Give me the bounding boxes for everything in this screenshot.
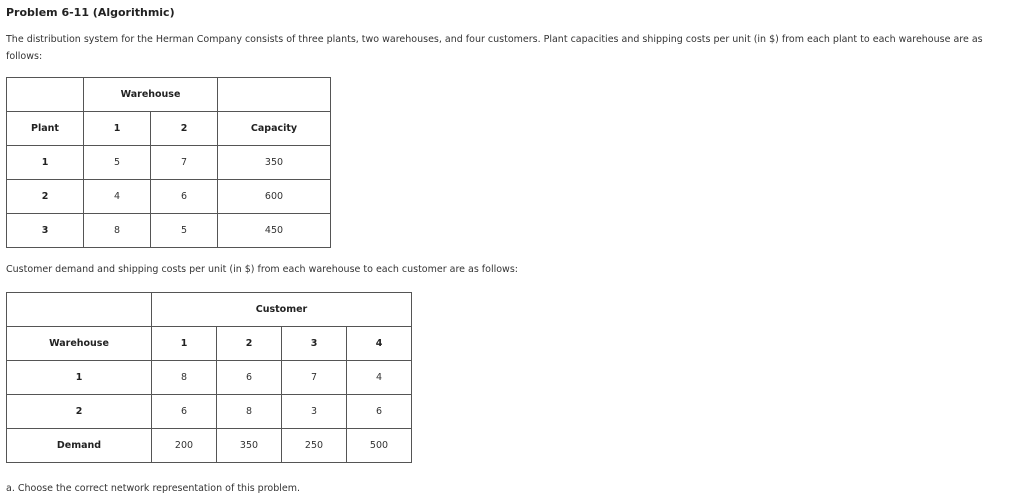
column-header-customer-1: 1 — [152, 327, 217, 361]
table-cell: 6 — [347, 395, 412, 429]
customer-group-header: Customer — [152, 293, 412, 327]
warehouse-customer-table — [6, 292, 412, 463]
table-group-header-row — [7, 78, 331, 112]
table-cell: 6 — [151, 180, 218, 214]
column-header-warehouse-1: 1 — [84, 112, 151, 146]
table-cell: 3 — [282, 395, 347, 429]
column-header-customer-4: 4 — [347, 327, 412, 361]
table-cell: 600 — [218, 180, 331, 214]
table-row — [7, 361, 412, 395]
table-cell-empty — [7, 78, 84, 112]
table-row — [7, 429, 412, 463]
intro-paragraph: The distribution system for the Herman Company consists of three plants, two warehouses, and four customers. Plant capacities and shipping costs per unit (in $) from each plant to each warehouse are as follows: — [6, 34, 983, 62]
warehouse-group-header: Warehouse — [84, 78, 218, 112]
row-label-plant: 1 — [7, 146, 84, 180]
column-header-capacity: Capacity — [218, 112, 331, 146]
table-cell: 6 — [217, 361, 282, 395]
row-label-plant: 2 — [7, 180, 84, 214]
customer-demand-paragraph: Customer demand and shipping costs per unit (in $) from each warehouse to each customer are as follows: — [6, 264, 518, 275]
table-cell: 450 — [218, 214, 331, 248]
table-cell-empty — [7, 293, 152, 327]
row-label-demand: Demand — [7, 429, 152, 463]
column-header-warehouse: Warehouse — [7, 327, 152, 361]
table-cell: 5 — [84, 146, 151, 180]
table-cell: 200 — [152, 429, 217, 463]
table-cell-empty — [218, 78, 331, 112]
table-row — [7, 395, 412, 429]
table-cell: 7 — [282, 361, 347, 395]
table-group-header-row — [7, 293, 412, 327]
table-row — [7, 214, 331, 248]
column-header-plant: Plant — [7, 112, 84, 146]
row-label-plant: 3 — [7, 214, 84, 248]
plant-warehouse-table — [6, 77, 331, 248]
table-cell: 8 — [84, 214, 151, 248]
table-cell: 8 — [152, 361, 217, 395]
table-cell: 350 — [217, 429, 282, 463]
table-cell: 7 — [151, 146, 218, 180]
table-cell: 250 — [282, 429, 347, 463]
row-label-warehouse: 1 — [7, 361, 152, 395]
table-header-row — [7, 327, 412, 361]
table-cell: 5 — [151, 214, 218, 248]
column-header-customer-3: 3 — [282, 327, 347, 361]
table-header-row — [7, 112, 331, 146]
table-cell: 350 — [218, 146, 331, 180]
question-text: a. Choose the correct network representation of this problem. — [6, 483, 300, 494]
table-cell: 4 — [347, 361, 412, 395]
column-header-warehouse-2: 2 — [151, 112, 218, 146]
table-row — [7, 180, 331, 214]
problem-title: Problem 6-11 (Algorithmic) — [6, 6, 175, 19]
column-header-customer-2: 2 — [217, 327, 282, 361]
table-cell: 4 — [84, 180, 151, 214]
table-cell: 6 — [152, 395, 217, 429]
table-cell: 500 — [347, 429, 412, 463]
table-row — [7, 146, 331, 180]
table-cell: 8 — [217, 395, 282, 429]
row-label-warehouse: 2 — [7, 395, 152, 429]
